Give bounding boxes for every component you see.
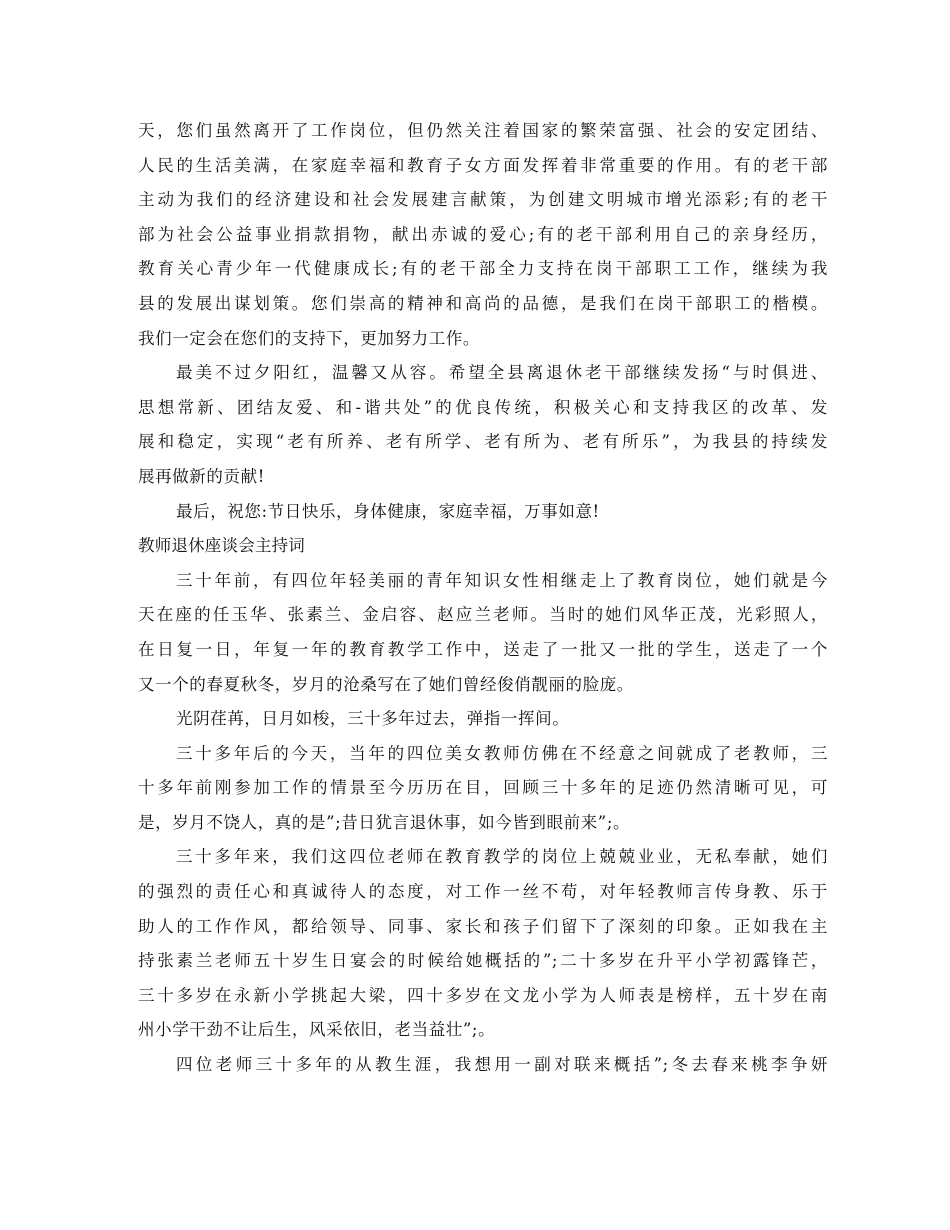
text-line: 三十年前，有四位年轻美丽的青年知识女性相继走上了教育岗位，她们就是今 bbox=[176, 570, 828, 590]
document-body bbox=[138, 114, 828, 1083]
text-line: 是，岁月不饶人，真的是”;昔日犹言退休事，如今皆到眼前来”;。 bbox=[138, 812, 631, 832]
text-line: 思想常新、团结友爱、和-谐共处”的优良传统，积极关心和支持我区的改革、发 bbox=[138, 397, 828, 417]
text-line: 光阴荏苒，日月如梭，三十多年过去，弹指一挥间。 bbox=[176, 709, 570, 729]
text-line: 天，您们虽然离开了工作岗位，但仍然关注着国家的繁荣富强、社会的安定团结、 bbox=[138, 121, 828, 140]
text-line: 的强烈的责任心和真诚待人的态度，对工作一丝不苟，对年轻教师言传身教、乐于 bbox=[138, 882, 828, 902]
text-line: 最美不过夕阳红，温馨又从容。希望全县离退休老干部继续发扬“与时俱进、 bbox=[176, 363, 828, 383]
text-line: 部为社会公益事业捐款捐物，献出赤诚的爱心;有的老干部利用自己的亲身经历， bbox=[138, 224, 828, 244]
section-heading: 教师退休座谈会主持词 bbox=[138, 536, 305, 556]
text-line: 在日复一日，年复一年的教育教学工作中，送走了一批又一批的学生，送走了一个 bbox=[138, 639, 828, 659]
text-line: 我们一定会在您们的支持下，更加努力工作。 bbox=[138, 328, 480, 348]
text-line: 展和稳定，实现“老有所养、老有所学、老有所为、老有所乐”，为我县的持续发 bbox=[138, 432, 828, 452]
text-line: 三十多岁在永新小学挑起大梁，四十多岁在文龙小学为人师表是榜样，五十岁在南 bbox=[138, 985, 828, 1005]
text-line: 展再做新的贡献! bbox=[138, 466, 265, 486]
text-line: 教育关心青少年一代健康成长;有的老干部全力支持在岗干部职工工作，继续为我 bbox=[138, 259, 828, 279]
text-line: 持张素兰老师五十岁生日宴会的时候给她概括的”;二十多岁在升平小学初露锋芒， bbox=[138, 951, 828, 971]
text-line: 助人的工作作风，都给领导、同事、家长和孩子们留下了深刻的印象。正如我在主 bbox=[138, 916, 828, 936]
text-line: 县的发展出谋划策。您们崇高的精神和高尚的品德，是我们在岗干部职工的楷模。 bbox=[138, 293, 828, 313]
text-line: 州小学干劲不让后生，风采依旧，老当益壮”;。 bbox=[138, 1020, 496, 1040]
text-line: 最后，祝您:节日快乐，身体健康，家庭幸福，万事如意! bbox=[176, 501, 600, 521]
text-line: 十多年前刚参加工作的情景至今历历在目，回顾三十多年的足迹仍然清晰可见，可 bbox=[138, 778, 828, 798]
text-line: 三十多年后的今天，当年的四位美女教师仿佛在不经意之间就成了老教师，三 bbox=[176, 743, 828, 763]
text-line: 三十多年来，我们这四位老师在教育教学的岗位上兢兢业业，无私奉献，她们 bbox=[176, 847, 828, 867]
text-line: 主动为我们的经济建设和社会发展建言献策，为创建文明城市增光添彩;有的老干 bbox=[138, 190, 828, 210]
text-line: 人民的生活美满，在家庭幸福和教育子女方面发挥着非常重要的作用。有的老干部 bbox=[138, 155, 828, 175]
text-line: 四位老师三十多年的从教生涯，我想用一副对联来概括”;冬去春来桃李争妍 bbox=[176, 1055, 828, 1075]
text-line: 又一个的春夏秋冬，岁月的沧桑写在了她们曾经俊俏靓丽的脸庞。 bbox=[138, 674, 634, 694]
text-line: 天在座的任玉华、张素兰、金启容、赵应兰老师。当时的她们风华正茂，光彩照人， bbox=[138, 605, 828, 625]
